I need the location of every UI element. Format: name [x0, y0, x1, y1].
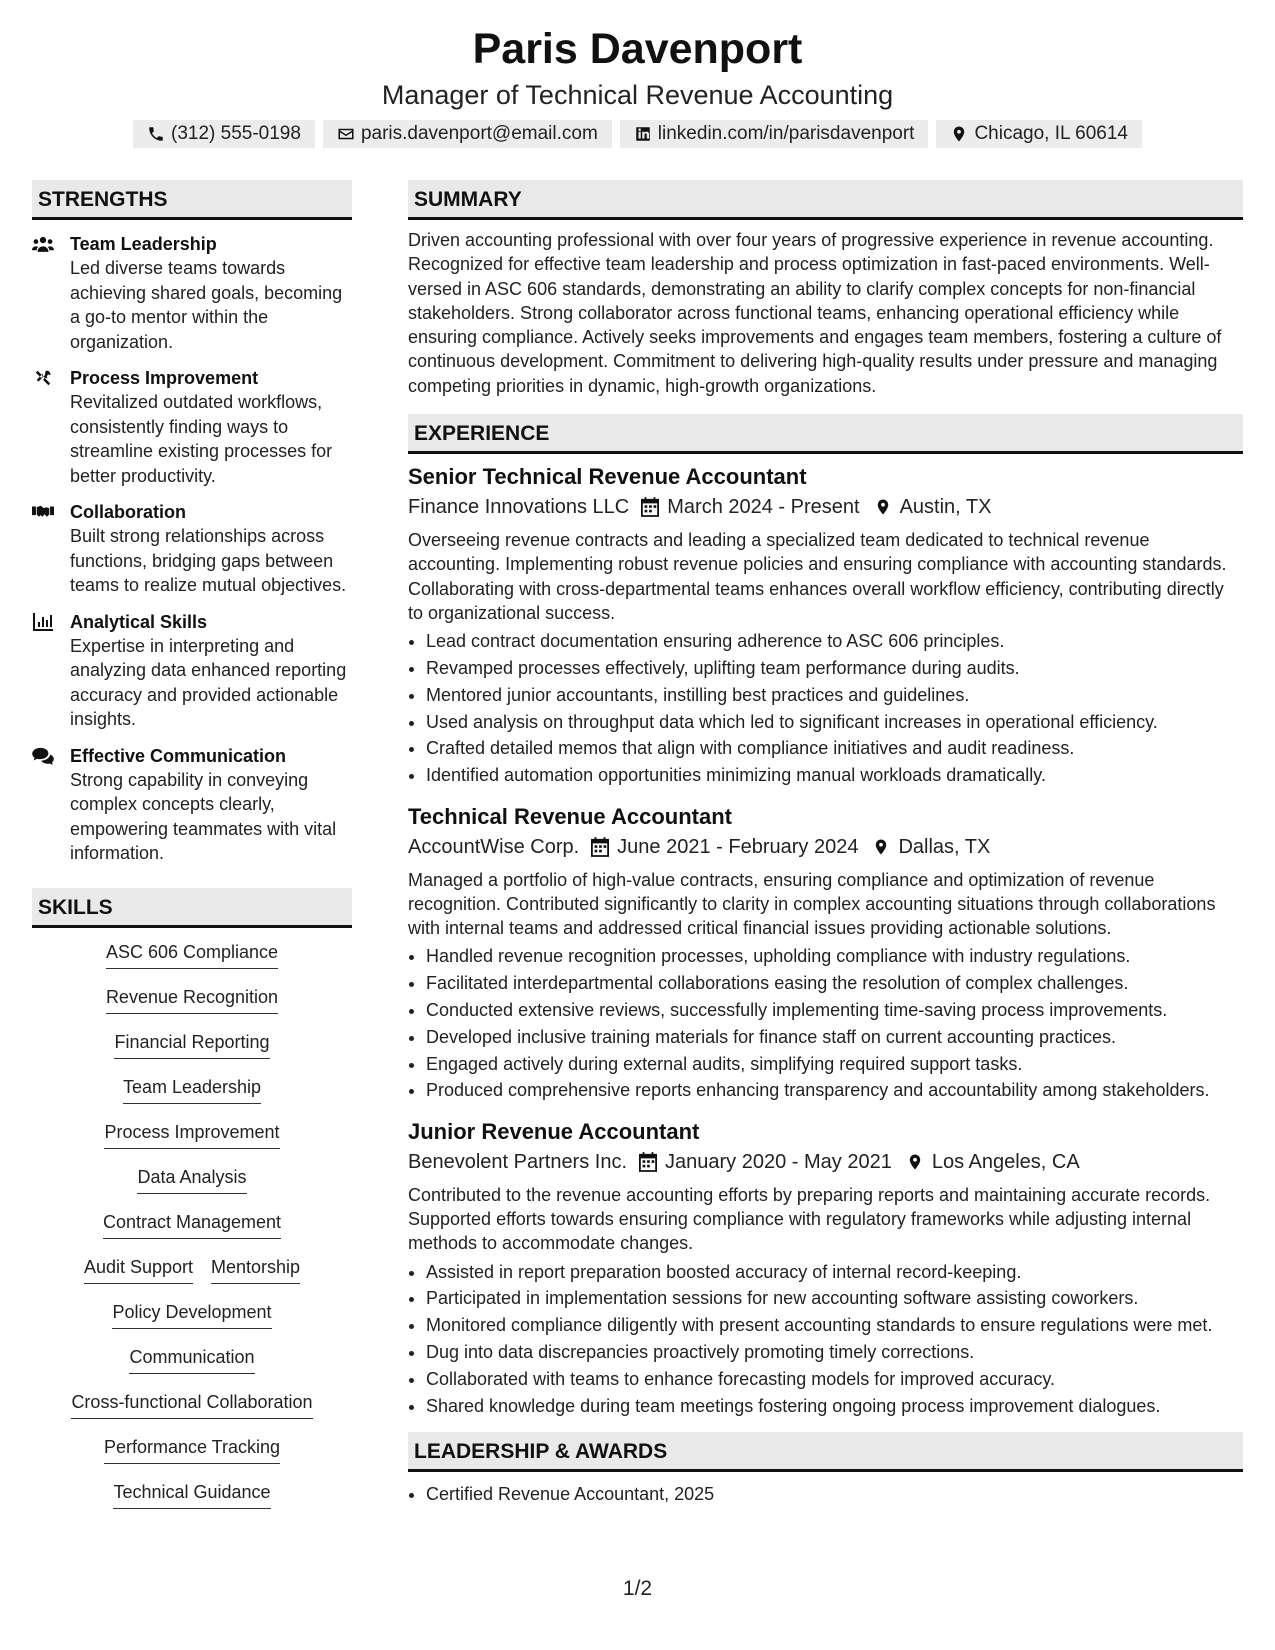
strength-desc: Built strong relationships across functions, bridging gaps between teams to realize mutual objectives.	[70, 526, 347, 595]
strength-title: Analytical Skills	[70, 611, 208, 632]
skill-tag: Cross-functional Collaboration	[71, 1390, 312, 1419]
job-title: Technical Revenue Accountant	[408, 803, 732, 829]
job-dates: March 2024 - Present	[667, 496, 860, 519]
map-pin-icon	[906, 1152, 924, 1172]
calendar-icon	[591, 837, 609, 857]
strength-title: Collaboration	[70, 502, 186, 522]
skill-tag: ASC 606 Compliance	[106, 940, 278, 969]
list-item: • Dug into data discrepancies proactively promoting timely corrections.	[426, 1340, 1243, 1364]
job-company: AccountWise Corp.	[408, 835, 580, 858]
job-title: Junior Revenue Accountant	[408, 1118, 700, 1144]
list-item: • Facilitated interdepartmental collaborations easing the resolution of complex challenges.	[426, 971, 1243, 995]
list-item: • Handled revenue recognition processes, upholding compliance with industry regulations.	[426, 944, 1243, 968]
job-entry	[408, 1117, 1243, 1418]
contact-location	[936, 120, 1142, 148]
strength-item	[32, 232, 352, 354]
phone-text: (312) 555-0198	[171, 123, 301, 144]
page-number: 1/2	[622, 1577, 653, 1600]
skill-tag: Team Leadership	[123, 1075, 261, 1104]
job-bullets	[408, 629, 1243, 787]
left-column	[32, 180, 352, 1525]
experience-heading: EXPERIENCE	[408, 414, 1243, 454]
job-bullets	[408, 1260, 1243, 1418]
skill-tag: Financial Reporting	[114, 1030, 269, 1059]
handshake-icon	[32, 503, 54, 521]
resume-header	[0, 18, 1275, 148]
strength-item	[32, 500, 352, 598]
users-icon	[32, 235, 54, 253]
skills-heading: SKILLS	[32, 888, 352, 928]
map-pin-icon	[950, 125, 968, 143]
calendar-icon	[639, 1152, 657, 1172]
skill-tag: Mentorship	[211, 1255, 300, 1284]
job-meta	[408, 1147, 1243, 1177]
skill-tag: Data Analysis	[137, 1165, 246, 1194]
skill-tag: Policy Development	[112, 1300, 271, 1329]
strength-title: Effective Communication	[70, 745, 287, 766]
skill-tag: Revenue Recognition	[106, 985, 278, 1014]
strength-item	[32, 366, 352, 488]
list-item: • Participated in implementation sessions for new accounting software assisting coworkers.	[426, 1286, 1243, 1310]
strength-item	[32, 610, 352, 732]
contact-linkedin[interactable]	[620, 120, 929, 148]
phone-icon	[147, 125, 165, 143]
contact-phone[interactable]	[133, 120, 315, 148]
tools-icon	[32, 369, 54, 387]
strength-item	[32, 744, 352, 866]
location-text: Chicago, IL 60614	[974, 123, 1128, 144]
skills-list	[32, 940, 352, 1525]
list-item: • Shared knowledge during team meetings fostering ongoing process improvement dialogues.	[426, 1394, 1243, 1418]
strength-desc: Strong capability in conveying complex concepts clearly, empowering teammates with vital information.	[70, 769, 337, 863]
list-item: • Revamped processes effectively, uplifting team performance during audits.	[426, 656, 1243, 680]
strength-desc: Revitalized outdated workflows, consistently finding ways to streamline existing processes for better productivity.	[70, 392, 333, 486]
job-description: Overseeing revenue contracts and leading a specialized team dedicated to technical revenue accounting. Implementing robust revenue policies and ensuring compliance with accounting standards. Collaborating with cross-departmental teams enhances overall workflow efficiency, contributing directly to organizational success.	[408, 530, 1227, 623]
candidate-title: Manager of Technical Revenue Accounting	[381, 80, 894, 110]
linkedin-icon	[634, 125, 652, 143]
job-meta	[408, 492, 1243, 522]
linkedin-text: linkedin.com/in/parisdavenport	[657, 123, 915, 144]
strengths-heading: STRENGTHS	[32, 180, 352, 220]
skill-tag: Audit Support	[84, 1255, 193, 1284]
skill-tag: Technical Guidance	[113, 1480, 270, 1509]
contact-email[interactable]	[323, 120, 612, 148]
list-item: • Certified Revenue Accountant, 2025	[426, 1482, 1243, 1506]
list-item: • Collaborated with teams to enhance forecasting models for improved accuracy.	[426, 1367, 1243, 1391]
strength-title: Team Leadership	[70, 234, 217, 254]
list-item: • Engaged actively during external audits, simplifying required support tasks.	[426, 1052, 1243, 1076]
right-column	[408, 180, 1243, 1509]
list-item: • Monitored compliance diligently with present accounting standards to ensure regulations were met.	[426, 1313, 1243, 1337]
email-text: paris.davenport@email.com	[360, 123, 598, 144]
map-pin-icon	[874, 497, 892, 517]
job-dates: June 2021 - February 2024	[617, 835, 859, 858]
map-pin-icon	[872, 837, 890, 857]
chart-icon	[32, 613, 54, 631]
list-item: • Lead contract documentation ensuring adherence to ASC 606 principles.	[426, 629, 1243, 653]
list-item: • Developed inclusive training materials for finance staff on current accounting practices.	[426, 1025, 1243, 1049]
job-location: Los Angeles, CA	[931, 1150, 1080, 1173]
summary-text: Driven accounting professional with over four years of progressive experience in revenue accounting. Recognized for effective team leadership and process optimization in fast-paced environments. Well-versed in ASC 606 standards, demonstrating an ability to clarify complex concepts for non-financial stakeholders. Strong collaborator across functional teams, enhancing operational efficiency while ensuring compliance. Actively seeks improvements and engages team members, fostering a culture of continuous development. Commitment to delivering high-quality results under pressure and managing competing priorities in dynamic, high-growth organizations.	[408, 230, 1222, 396]
strength-desc: Expertise in interpreting and analyzing data enhanced reporting accuracy and provided actionable insights.	[70, 635, 347, 729]
list-item: • Used analysis on throughput data which led to significant increases in operational efficiency.	[426, 710, 1243, 734]
list-item: • Mentored junior accountants, instilling best practices and guidelines.	[426, 683, 1243, 707]
list-item: • Conducted extensive reviews, successfully implementing time-saving process improvements.	[426, 998, 1243, 1022]
job-title: Senior Technical Revenue Accountant	[408, 464, 807, 490]
job-entry	[408, 462, 1243, 787]
job-entry	[408, 802, 1243, 1103]
list-item: • Identified automation opportunities minimizing manual workloads dramatically.	[426, 763, 1243, 787]
job-location: Austin, TX	[899, 496, 992, 519]
skill-tag: Process Improvement	[104, 1120, 279, 1149]
list-item: • Assisted in report preparation boosted accuracy of internal record-keeping.	[426, 1260, 1243, 1284]
job-location: Dallas, TX	[898, 835, 991, 858]
summary-heading: SUMMARY	[408, 180, 1243, 220]
job-bullets	[408, 944, 1243, 1102]
job-description: Managed a portfolio of high-value contracts, ensuring compliance and optimization of revenue recognition. Contributed significantly to clarity in complex accounting situations through collaborations with internal teams and addressed critical financial issues providing actionable solutions.	[408, 869, 1216, 939]
awards-heading: LEADERSHIP & AWARDS	[408, 1432, 1243, 1472]
awards-list	[408, 1482, 1243, 1506]
job-dates: January 2020 - May 2021	[665, 1150, 892, 1173]
strength-title: Process Improvement	[70, 368, 259, 388]
envelope-icon	[337, 125, 355, 143]
list-item: • Crafted detailed memos that align with compliance initiatives and audit readiness.	[426, 736, 1243, 760]
contact-bar	[0, 120, 1275, 148]
candidate-name: Paris Davenport	[472, 25, 803, 73]
comments-icon	[32, 747, 54, 765]
list-item: • Produced comprehensive reports enhancing transparency and accountability among stakeholders.	[426, 1078, 1243, 1102]
job-description: Contributed to the revenue accounting efforts by preparing reports and maintaining accurate records. Supported efforts towards ensuring compliance with regulatory frameworks while adjusting internal methods to accommodate changes.	[408, 1184, 1211, 1254]
skill-tag: Contract Management	[103, 1210, 281, 1239]
strength-desc: Led diverse teams towards achieving shared goals, becoming a go-to mentor within the organization.	[70, 258, 343, 352]
job-company: Benevolent Partners Inc.	[408, 1150, 628, 1173]
skill-tag: Performance Tracking	[104, 1435, 280, 1464]
job-company: Finance Innovations LLC	[408, 496, 630, 519]
calendar-icon	[641, 497, 659, 517]
skill-tag: Communication	[129, 1345, 254, 1374]
job-meta	[408, 832, 1243, 862]
